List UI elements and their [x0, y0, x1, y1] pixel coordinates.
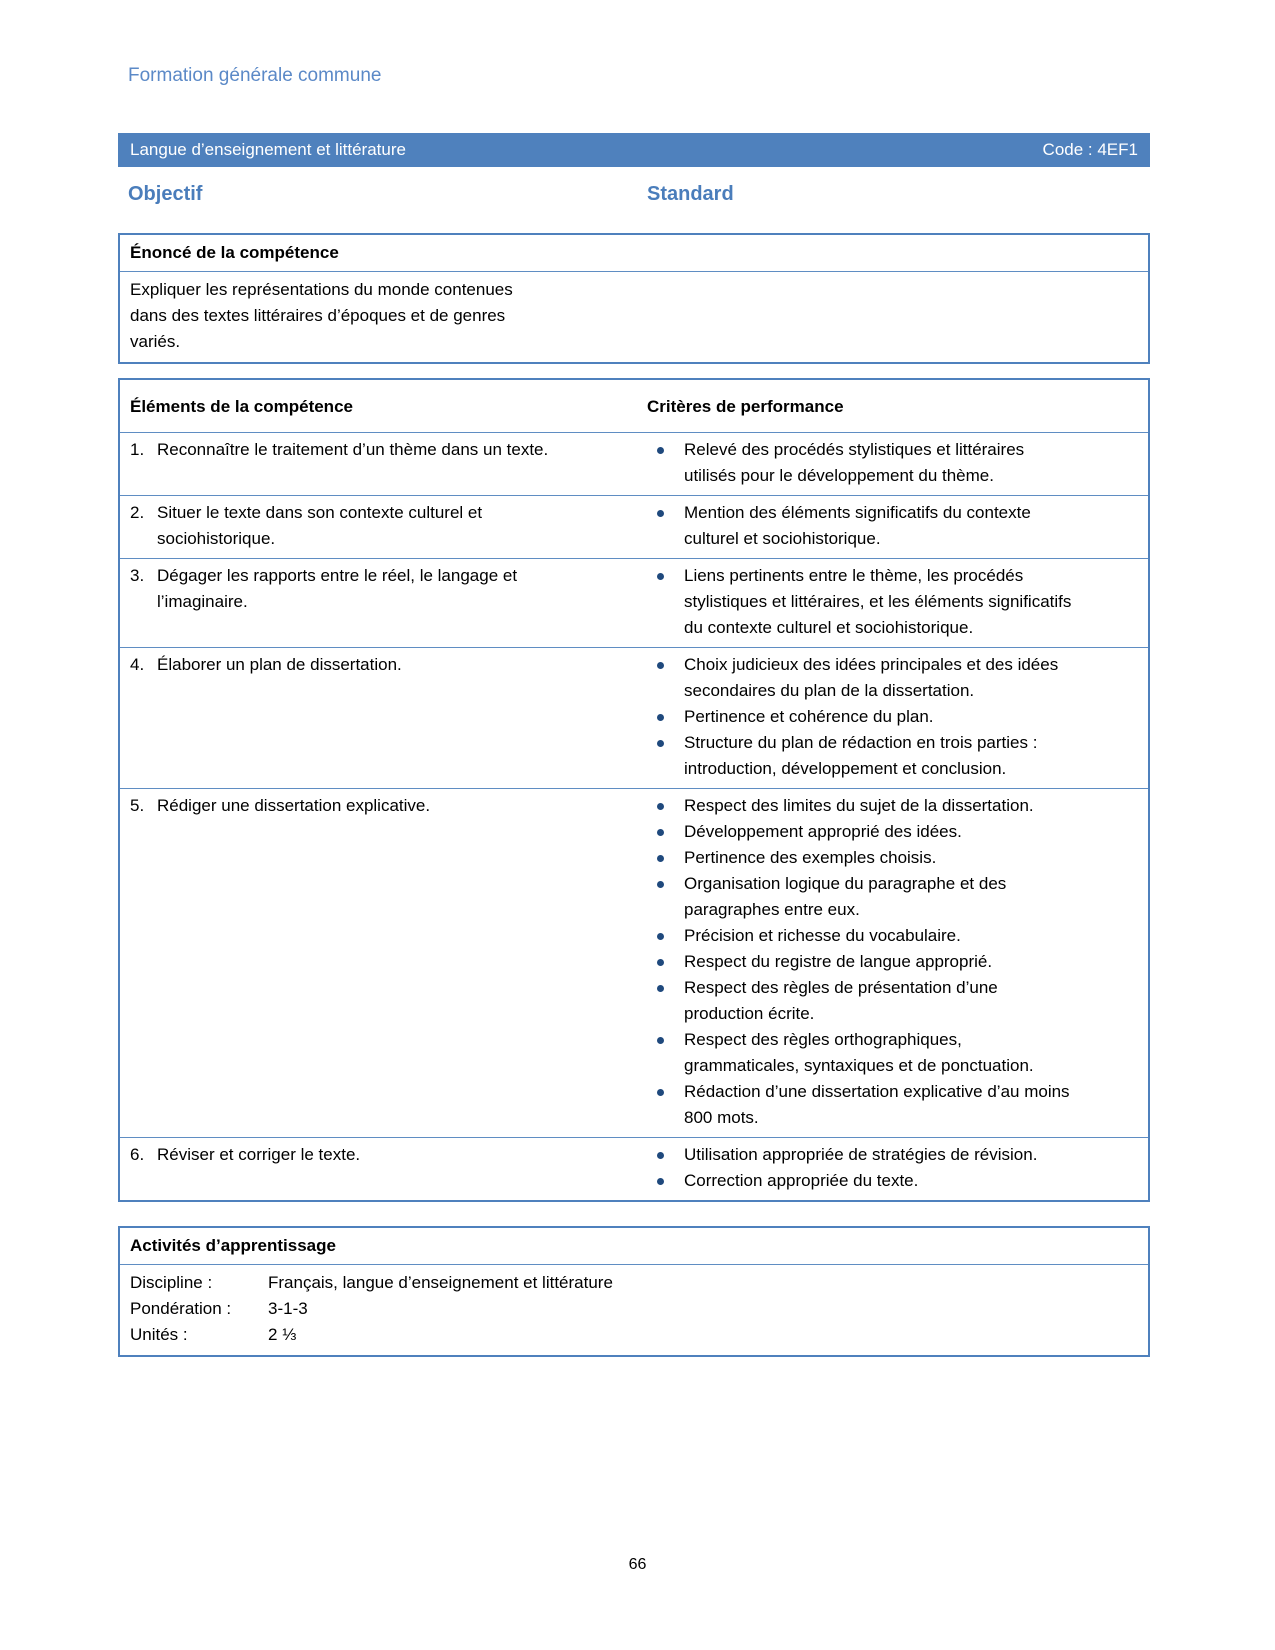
table-row-1 — [120, 432, 1148, 495]
criterion: Développement approprié des idées. — [647, 819, 1079, 845]
criteria-cell — [639, 563, 1148, 641]
activites-header: Activités d’apprentissage — [120, 1228, 1148, 1265]
criterion: Liens pertinents entre le thème, les procédés stylistiques et littéraires, et les éléments significatifs du contexte culturel et sociohistorique. — [647, 563, 1079, 641]
section-eyebrow: Formation générale commune — [128, 65, 382, 86]
course-banner — [118, 133, 1150, 167]
element-number: 6. — [130, 1145, 145, 1164]
element-number: 1. — [130, 440, 145, 459]
table-row-5 — [120, 788, 1148, 1137]
objectif-heading: Objectif — [128, 183, 203, 205]
criterion: Mention des éléments significatifs du contexte culturel et sociohistorique. — [647, 500, 1079, 552]
banner-title: Langue d’enseignement et littérature — [130, 140, 406, 159]
page-number: 66 — [628, 1556, 647, 1573]
criterion: Respect du registre de langue approprié. — [647, 949, 1079, 975]
criterion: Choix judicieux des idées principales et des idées secondaires du plan de la dissertation. — [647, 652, 1079, 704]
enonce-box — [118, 233, 1150, 364]
criterion: Correction appropriée du texte. — [647, 1168, 1079, 1194]
content-area — [118, 0, 1150, 1357]
table-header-row — [120, 380, 1148, 432]
element-cell — [120, 563, 639, 641]
criteria-cell — [639, 437, 1148, 489]
criterion: Respect des limites du sujet de la dissertation. — [647, 793, 1079, 819]
criteria-cell — [639, 1142, 1148, 1194]
element-number: 3. — [130, 566, 145, 585]
activites-row-unites — [130, 1322, 1138, 1348]
element-text: Réviser et corriger le texte. — [157, 1145, 361, 1164]
element-number: 4. — [130, 655, 145, 674]
table-row-4 — [120, 647, 1148, 788]
enonce-body — [120, 272, 1148, 362]
criterion: Utilisation appropriée de stratégies de révision. — [647, 1142, 1079, 1168]
criterion: Relevé des procédés stylistiques et littéraires utilisés pour le développement du thème. — [647, 437, 1079, 489]
elements-header: Éléments de la compétence — [130, 397, 353, 416]
activites-label: Pondération : — [130, 1299, 232, 1318]
criterion: Rédaction d’une dissertation explicative d’au moins 800 mots. — [647, 1079, 1079, 1131]
column-headings — [118, 183, 1150, 213]
element-text: Rédiger une dissertation explicative. — [157, 796, 431, 815]
criterion: Pertinence des exemples choisis. — [647, 845, 1079, 871]
element-cell — [120, 652, 639, 782]
criterion: Respect des règles de présentation d’une production écrite. — [647, 975, 1079, 1027]
criterion: Précision et richesse du vocabulaire. — [647, 923, 1079, 949]
activites-value: 2 ⅓ — [268, 1325, 297, 1344]
table-row-6 — [120, 1137, 1148, 1200]
element-cell — [120, 793, 639, 1131]
activites-value: Français, langue d’enseignement et littérature — [268, 1273, 613, 1292]
criterion: Pertinence et cohérence du plan. — [647, 704, 1079, 730]
criteres-header: Critères de performance — [647, 397, 844, 416]
element-cell — [120, 437, 639, 489]
activites-label: Unités : — [130, 1325, 188, 1344]
criteria-cell — [639, 500, 1148, 552]
table-row-3 — [120, 558, 1148, 647]
criteria-cell — [639, 793, 1148, 1131]
standard-heading: Standard — [647, 183, 734, 205]
banner-code: Code : 4EF1 — [1042, 140, 1138, 159]
criterion: Organisation logique du paragraphe et des paragraphes entre eux. — [647, 871, 1079, 923]
activites-row-discipline — [130, 1270, 1138, 1296]
element-text: Dégager les rapports entre le réel, le langage et l’imaginaire. — [157, 566, 518, 611]
element-number: 2. — [130, 503, 145, 522]
criterion: Structure du plan de rédaction en trois parties : introduction, développement et conclusion. — [647, 730, 1079, 782]
element-number: 5. — [130, 796, 145, 815]
enonce-header: Énoncé de la compétence — [120, 235, 1148, 272]
activites-body — [120, 1265, 1148, 1355]
criterion: Respect des règles orthographiques, grammaticales, syntaxiques et de ponctuation. — [647, 1027, 1079, 1079]
table-row-2 — [120, 495, 1148, 558]
activites-label: Discipline : — [130, 1273, 213, 1292]
enonce-text: Expliquer les représentations du monde contenues dans des textes littéraires d’époques et de genres variés. — [130, 280, 513, 351]
element-cell — [120, 500, 639, 552]
element-cell — [120, 1142, 639, 1194]
element-text: Élaborer un plan de dissertation. — [157, 655, 402, 674]
activites-value: 3-1-3 — [268, 1299, 308, 1318]
activites-box — [118, 1226, 1150, 1357]
element-text: Reconnaître le traitement d’un thème dans un texte. — [157, 440, 549, 459]
criteria-cell — [639, 652, 1148, 782]
element-text: Situer le texte dans son contexte culturel et sociohistorique. — [157, 503, 483, 548]
activites-row-ponderation — [130, 1296, 1138, 1322]
elements-header-cell — [120, 394, 639, 420]
criteres-header-cell — [639, 394, 1148, 420]
elements-criteres-table — [118, 378, 1150, 1202]
